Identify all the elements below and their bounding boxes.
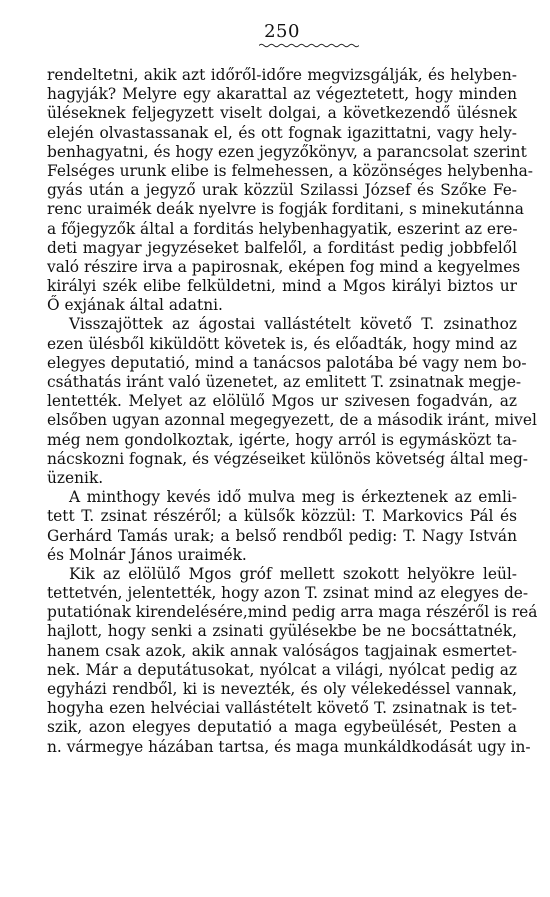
text-line: szik, azon elegyes deputatió a maga egybeülését, Pesten a — [47, 718, 517, 737]
wavy-ornament — [259, 43, 359, 48]
text-line: hagyják? Melyre egy akarattal az végeztetett, hogy minden — [47, 85, 517, 104]
text-line: gyás után a jegyző urak közzül Szilassi József és Szőke Fe- — [47, 181, 517, 200]
text-line: Gerhárd Tamás urak; a belső rendből pedig: T. Nagy István — [47, 526, 517, 545]
text-line: királyi szék elibe felküldetni, mind a Mgos királyi biztos ur — [47, 277, 517, 296]
paragraph — [47, 564, 538, 757]
text-line: üléseknek feljegyzett viselt dolgai, a következendő ülésnek — [47, 104, 517, 123]
text-line: hogyha ezen helvéciai vallástételt követő T. zsinatnak is tet- — [47, 699, 517, 718]
text-line: putatiónak kirendelésére,mind pedig arra maga részéről is reá — [47, 603, 538, 622]
text-line: csáthatás iránt való üzenetet, az emlitett T. zsinatnak megje- — [47, 373, 522, 391]
text-line: való részire irva a papirosnak, eképen fog mind a kegyelmes — [47, 257, 521, 276]
text-line: Felséges urunk elibe is felmehessen, a közönséges helybenha- — [47, 161, 534, 180]
text-line: n. vármegye házában tartsa, és maga munkáldkodását ugy in- — [47, 737, 531, 756]
text-line: Kik az elölülő Mgos gróf mellett szokott helyökre leül- — [69, 564, 517, 583]
text-line: egyházi rendből, ki is nevezték, és oly vélekedéssel vannak, — [47, 680, 517, 698]
text-line: Visszajöttek az ágostai vallástételt követő T. zsinathoz — [69, 315, 517, 334]
text-line: rendeltetni, akik azt időről-időre megvizsgálják, és helyben- — [47, 66, 517, 84]
text-line: tettetvén, jelentették, hogy azon T. zsinat mind az elegyes de- — [47, 584, 529, 603]
text-line: elején olvastassanak el, és ott fognak igazittatni, vagy hely- — [47, 123, 517, 142]
text-line: A minthogy kevés idő mulva meg is érkeztenek az emli- — [69, 488, 517, 507]
page-number: 250 — [264, 21, 300, 42]
text-line: hanem csak azok, akik annak valóságos tagjainak esmertet- — [47, 641, 517, 660]
text-line: renc uraimék deák nyelvre is fogják forditani, s minekutánna — [47, 200, 524, 219]
text-line: nek. Már a deputátusokat, nyólcat a világi, nyólcat pedig az — [47, 660, 517, 679]
text-line: nácskozni fognak, és végzéseiket különös követség által meg- — [47, 449, 529, 468]
text-line: Ő exjának által adatni. — [47, 296, 223, 315]
text-line: hajlott, hogy senki a zsinati gyülésekbe be ne bocsáttatnék, — [47, 622, 517, 641]
text-line: deti magyar jegyzéseket balfelől, a forditást pedig jobbfelől — [47, 238, 517, 257]
text-line: benhagyatni, és hogy ezen jegyzőkönyv, a parancsolat szerint — [47, 142, 527, 161]
paragraph — [47, 315, 537, 488]
text-line: lentették. Melyet az elölülő Mgos ur szivesen fogadván, az — [47, 392, 517, 411]
book-page — [47, 0, 538, 897]
paragraph — [47, 66, 534, 315]
text-line: a főjegyzők által a forditás helybenhagyatik, eszerint az ere- — [47, 219, 518, 238]
text-line: üzenik. — [47, 468, 104, 487]
body-text — [47, 66, 538, 757]
paragraph — [47, 488, 517, 565]
text-line: ezen ülésből kiküldött követek is, és előadták, hogy mind az — [47, 334, 517, 353]
text-line: tett T. zsinat részéről; a külsők közzül: T. Markovics Pál és — [47, 507, 517, 526]
text-line: elegyes deputatió, mind a tanácsos palotába bé vagy nem bo- — [47, 353, 527, 372]
text-line: és Molnár János uraimék. — [47, 545, 247, 564]
text-line: még nem gondolkoztak, igérte, hogy arról is egymásközt ta- — [47, 430, 517, 449]
text-line: elsőben ugyan azonnal megegyezett, de a második iránt, mivel — [47, 411, 537, 430]
